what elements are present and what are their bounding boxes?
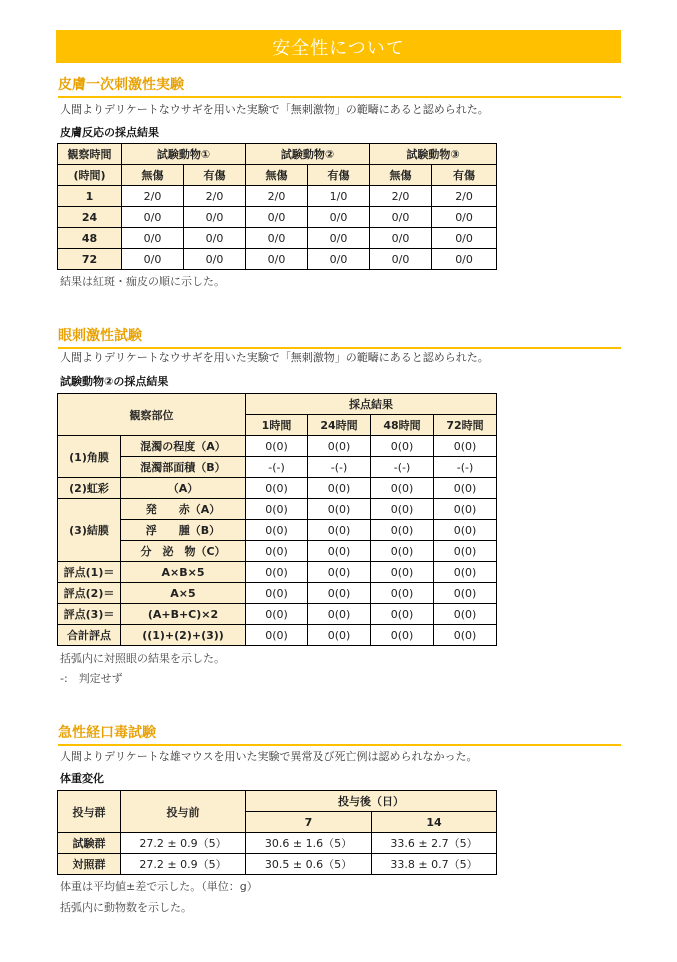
site-header: 観察部位 bbox=[58, 394, 246, 436]
time-cell: 48 bbox=[58, 228, 122, 249]
animal-header: 試験動物② bbox=[246, 144, 370, 165]
condition-header: 無傷 bbox=[370, 165, 432, 186]
score-cell: 0(0) bbox=[308, 625, 371, 646]
score-cell: 0(0) bbox=[308, 499, 371, 520]
score-cell: 0/0 bbox=[246, 249, 308, 270]
score-results-header: 採点結果 bbox=[246, 394, 497, 415]
score-cell: 0/0 bbox=[184, 207, 246, 228]
score-cell: 0(0) bbox=[246, 604, 308, 625]
score-cell: -(-) bbox=[308, 457, 371, 478]
score-cell: 0(0) bbox=[246, 562, 308, 583]
animal-header: 試験動物① bbox=[122, 144, 246, 165]
weight-cell: 30.5 ± 0.6（5） bbox=[246, 854, 372, 875]
score-cell: 0(0) bbox=[246, 625, 308, 646]
hours-unit-header: (時間) bbox=[58, 165, 122, 186]
score-cell: 0(0) bbox=[246, 499, 308, 520]
score-cell: 0(0) bbox=[308, 436, 371, 457]
skin-subtitle: 皮膚反応の採点結果 bbox=[60, 126, 159, 139]
score-cell: 0/0 bbox=[370, 249, 432, 270]
time-cell: 24 bbox=[58, 207, 122, 228]
weight-cell: 27.2 ± 0.9（5） bbox=[121, 854, 246, 875]
total-score-label: 合計評点 bbox=[58, 625, 121, 646]
score-cell: 0(0) bbox=[434, 520, 497, 541]
skin-note: 結果は紅斑・痂皮の順に示した。 bbox=[60, 275, 225, 288]
time-cell: 1 bbox=[58, 186, 122, 207]
score-cell: 0(0) bbox=[371, 478, 434, 499]
group-header: 投与群 bbox=[58, 791, 121, 833]
cornea-label: (1)角膜 bbox=[58, 436, 121, 478]
time-header: 48時間 bbox=[371, 415, 434, 436]
table-row bbox=[58, 833, 497, 854]
table-row bbox=[58, 604, 497, 625]
score-cell: 0(0) bbox=[308, 478, 371, 499]
eye-subtitle: 試験動物②の採点結果 bbox=[60, 375, 169, 388]
table-row bbox=[58, 499, 497, 520]
row-label: （A） bbox=[121, 478, 246, 499]
score-cell: 0(0) bbox=[246, 478, 308, 499]
score-cell: 0(0) bbox=[246, 436, 308, 457]
score2-label: 評点(2)＝ bbox=[58, 583, 121, 604]
page-title-banner bbox=[56, 30, 621, 63]
score-cell: 1/0 bbox=[308, 186, 370, 207]
animal-header: 試験動物③ bbox=[370, 144, 497, 165]
time-cell: 72 bbox=[58, 249, 122, 270]
table-row bbox=[58, 583, 497, 604]
oral-note-units: 体重は平均値±差で示した。（単位：g） bbox=[60, 880, 258, 893]
score-cell: 0/0 bbox=[370, 228, 432, 249]
score-cell: 0/0 bbox=[246, 228, 308, 249]
score-cell: 0/0 bbox=[246, 207, 308, 228]
eye-section-title: 眼刺激性試験 bbox=[58, 327, 621, 349]
score-cell: 0(0) bbox=[246, 583, 308, 604]
table-row bbox=[58, 457, 497, 478]
row-label: 分 泌 物（C） bbox=[121, 541, 246, 562]
score-cell: 2/0 bbox=[370, 186, 432, 207]
score-cell: 2/0 bbox=[122, 186, 184, 207]
score-cell: 0(0) bbox=[434, 562, 497, 583]
oral-subtitle: 体重変化 bbox=[60, 772, 104, 785]
conjunctiva-label: (3)結膜 bbox=[58, 499, 121, 562]
table-row bbox=[58, 228, 497, 249]
table-row bbox=[58, 436, 497, 457]
score-cell: -(-) bbox=[434, 457, 497, 478]
weight-cell: 27.2 ± 0.9（5） bbox=[121, 833, 246, 854]
row-label: 混濁部面積（B） bbox=[121, 457, 246, 478]
score-cell: 0/0 bbox=[308, 249, 370, 270]
score-cell: 0/0 bbox=[308, 207, 370, 228]
score-cell: 0(0) bbox=[371, 541, 434, 562]
page-title: 安全性について bbox=[272, 37, 405, 59]
score-cell: 0/0 bbox=[370, 207, 432, 228]
row-label: 発 赤（A） bbox=[121, 499, 246, 520]
weight-cell: 30.6 ± 1.6（5） bbox=[246, 833, 372, 854]
oral-section-title: 急性経口毒試験 bbox=[58, 724, 621, 746]
skin-lead-text: 人間よりデリケートなウサギを用いた実験で「無刺激物」の範疇にあると認められた。 bbox=[60, 103, 489, 116]
score-cell: 0(0) bbox=[308, 583, 371, 604]
formula-cell: ((1)+(2)+(3)) bbox=[121, 625, 246, 646]
eye-score-table bbox=[57, 393, 497, 646]
score-cell: 0(0) bbox=[434, 604, 497, 625]
before-header: 投与前 bbox=[121, 791, 246, 833]
table-row bbox=[58, 478, 497, 499]
table-row bbox=[58, 854, 497, 875]
score-cell: 0/0 bbox=[184, 249, 246, 270]
table-row bbox=[58, 186, 497, 207]
after-header: 投与後（日） bbox=[246, 791, 497, 812]
score3-label: 評点(3)＝ bbox=[58, 604, 121, 625]
eye-note-control: 括弧内に対照眼の結果を示した。 bbox=[60, 652, 225, 665]
score-cell: 0/0 bbox=[432, 249, 497, 270]
skin-score-table bbox=[57, 143, 497, 270]
condition-header: 有傷 bbox=[308, 165, 370, 186]
score-cell: 2/0 bbox=[246, 186, 308, 207]
score1-label: 評点(1)＝ bbox=[58, 562, 121, 583]
observation-time-header: 観察時間 bbox=[58, 144, 122, 165]
table-row bbox=[58, 520, 497, 541]
score-cell: 0/0 bbox=[122, 249, 184, 270]
score-cell: 0/0 bbox=[432, 228, 497, 249]
score-cell: 0(0) bbox=[434, 541, 497, 562]
score-cell: 0/0 bbox=[308, 228, 370, 249]
score-cell: 2/0 bbox=[432, 186, 497, 207]
score-cell: 0(0) bbox=[434, 478, 497, 499]
score-cell: 0(0) bbox=[434, 625, 497, 646]
weight-cell: 33.8 ± 0.7（5） bbox=[372, 854, 497, 875]
score-cell: 0(0) bbox=[308, 562, 371, 583]
score-cell: 0/0 bbox=[432, 207, 497, 228]
score-cell: 0(0) bbox=[371, 625, 434, 646]
eye-note-undetermined: -: 判定せず bbox=[60, 672, 123, 685]
oral-lead-text: 人間よりデリケートな雄マウスを用いた実験で異常及び死亡例は認められなかった。 bbox=[60, 750, 478, 763]
score-cell: 0(0) bbox=[371, 604, 434, 625]
time-header: 1時間 bbox=[246, 415, 308, 436]
score-cell: 2/0 bbox=[184, 186, 246, 207]
score-cell: 0(0) bbox=[434, 436, 497, 457]
score-cell: 0(0) bbox=[371, 499, 434, 520]
formula-cell: A×5 bbox=[121, 583, 246, 604]
body-weight-table bbox=[57, 790, 497, 875]
skin-section-title: 皮膚一次刺激性実験 bbox=[58, 76, 621, 98]
weight-cell: 33.6 ± 2.7（5） bbox=[372, 833, 497, 854]
score-cell: 0(0) bbox=[434, 499, 497, 520]
table-row bbox=[58, 562, 497, 583]
eye-lead-text: 人間よりデリケートなウサギを用いた実験で「無刺激物」の範疇にあると認められた。 bbox=[60, 351, 489, 364]
time-header: 24時間 bbox=[308, 415, 371, 436]
condition-header: 無傷 bbox=[246, 165, 308, 186]
day-header: 7 bbox=[246, 812, 372, 833]
condition-header: 無傷 bbox=[122, 165, 184, 186]
score-cell: 0(0) bbox=[246, 541, 308, 562]
table-row bbox=[58, 207, 497, 228]
condition-header: 有傷 bbox=[184, 165, 246, 186]
score-cell: 0(0) bbox=[246, 520, 308, 541]
day-header: 14 bbox=[372, 812, 497, 833]
score-cell: 0(0) bbox=[308, 541, 371, 562]
score-cell: 0(0) bbox=[308, 520, 371, 541]
group-label: 対照群 bbox=[58, 854, 121, 875]
score-cell: 0(0) bbox=[371, 520, 434, 541]
score-cell: -(-) bbox=[371, 457, 434, 478]
score-cell: 0(0) bbox=[371, 562, 434, 583]
row-label: 浮 腫（B） bbox=[121, 520, 246, 541]
score-cell: 0/0 bbox=[122, 207, 184, 228]
condition-header: 有傷 bbox=[432, 165, 497, 186]
score-cell: 0(0) bbox=[371, 583, 434, 604]
score-cell: 0(0) bbox=[434, 583, 497, 604]
score-cell: 0(0) bbox=[371, 436, 434, 457]
table-row bbox=[58, 249, 497, 270]
time-header: 72時間 bbox=[434, 415, 497, 436]
group-label: 試験群 bbox=[58, 833, 121, 854]
iris-label: (2)虹彩 bbox=[58, 478, 121, 499]
table-row bbox=[58, 625, 497, 646]
score-cell: -(-) bbox=[246, 457, 308, 478]
formula-cell: (A+B+C)×2 bbox=[121, 604, 246, 625]
score-cell: 0/0 bbox=[184, 228, 246, 249]
oral-note-count: 括弧内に動物数を示した。 bbox=[60, 901, 192, 914]
score-cell: 0(0) bbox=[308, 604, 371, 625]
formula-cell: A×B×5 bbox=[121, 562, 246, 583]
row-label: 混濁の程度（A） bbox=[121, 436, 246, 457]
table-row bbox=[58, 541, 497, 562]
score-cell: 0/0 bbox=[122, 228, 184, 249]
